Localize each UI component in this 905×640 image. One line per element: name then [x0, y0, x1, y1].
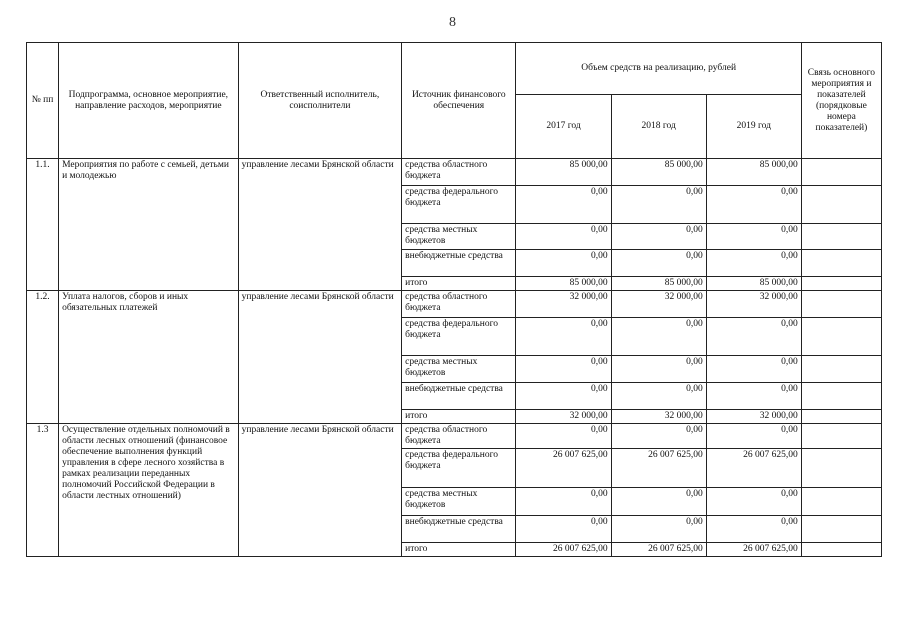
amount-2017: 0,00 [516, 488, 611, 516]
funding-source: средства областного бюджета [402, 291, 516, 318]
amount-2019: 0,00 [706, 224, 801, 250]
total-value-2019: 26 007 625,00 [706, 543, 801, 557]
header-volume: Объем средств на реализацию, рублей [516, 43, 801, 95]
amount-2018: 0,00 [611, 488, 706, 516]
funding-source: средства областного бюджета [402, 424, 516, 449]
indicator-link-cell [801, 318, 881, 356]
amount-2019: 0,00 [706, 383, 801, 410]
indicator-link-cell [801, 159, 881, 186]
amount-2019: 0,00 [706, 516, 801, 543]
indicator-link-cell [801, 291, 881, 318]
total-value-2017: 85 000,00 [516, 277, 611, 291]
amount-2019: 26 007 625,00 [706, 449, 801, 488]
funding-source: внебюджетные средства [402, 516, 516, 543]
amount-2018: 0,00 [611, 383, 706, 410]
amount-2019: 0,00 [706, 488, 801, 516]
amount-2018: 0,00 [611, 424, 706, 449]
indicator-link-cell [801, 277, 881, 291]
amount-2018: 0,00 [611, 516, 706, 543]
total-value-2019: 32 000,00 [706, 410, 801, 424]
amount-2017: 0,00 [516, 424, 611, 449]
amount-2017: 0,00 [516, 383, 611, 410]
amount-2017: 0,00 [516, 318, 611, 356]
amount-2019: 85 000,00 [706, 159, 801, 186]
funding-source: средства федерального бюджета [402, 186, 516, 224]
amount-2017: 0,00 [516, 186, 611, 224]
amount-2018: 32 000,00 [611, 291, 706, 318]
total-value-2017: 26 007 625,00 [516, 543, 611, 557]
amount-2017: 32 000,00 [516, 291, 611, 318]
amount-2019: 0,00 [706, 250, 801, 277]
header-name: Подпрограмма, основное мероприятие, направление расходов, мероприятие [59, 43, 239, 159]
indicator-link-cell [801, 383, 881, 410]
header-num: № пп [27, 43, 59, 159]
funding-source: внебюджетные средства [402, 383, 516, 410]
amount-2018: 26 007 625,00 [611, 449, 706, 488]
total-value-2019: 85 000,00 [706, 277, 801, 291]
amount-2018: 0,00 [611, 250, 706, 277]
amount-2017: 0,00 [516, 516, 611, 543]
amount-2019: 0,00 [706, 356, 801, 383]
table-row [27, 424, 882, 449]
header-link: Связь основного мероприятия и показателей (порядковые номера показателей) [801, 43, 881, 159]
item-name: Уплата налогов, сборов и иных обязательных платежей [59, 291, 239, 424]
item-name: Мероприятия по работе с семьей, детьми и молодежью [59, 159, 239, 291]
amount-2017: 85 000,00 [516, 159, 611, 186]
total-value-2017: 32 000,00 [516, 410, 611, 424]
item-number: 1.1. [27, 159, 59, 291]
table-body [27, 159, 882, 557]
indicator-link-cell [801, 449, 881, 488]
table-row [27, 291, 882, 318]
indicator-link-cell [801, 250, 881, 277]
amount-2017: 0,00 [516, 224, 611, 250]
item-number: 1.2. [27, 291, 59, 424]
header-year-2018: 2018 год [611, 95, 706, 159]
budget-table [26, 42, 882, 557]
total-label: итого [402, 277, 516, 291]
indicator-link-cell [801, 224, 881, 250]
total-label: итого [402, 543, 516, 557]
amount-2018: 85 000,00 [611, 159, 706, 186]
table-row [27, 159, 882, 186]
amount-2019: 0,00 [706, 424, 801, 449]
item-executor: управление лесами Брянской области [238, 424, 402, 557]
indicator-link-cell [801, 488, 881, 516]
funding-source: средства федерального бюджета [402, 449, 516, 488]
indicator-link-cell [801, 410, 881, 424]
amount-2019: 0,00 [706, 318, 801, 356]
funding-source: внебюджетные средства [402, 250, 516, 277]
item-executor: управление лесами Брянской области [238, 159, 402, 291]
funding-source: средства федерального бюджета [402, 318, 516, 356]
total-value-2018: 26 007 625,00 [611, 543, 706, 557]
amount-2018: 0,00 [611, 224, 706, 250]
header-source: Источник финансового обеспечения [402, 43, 516, 159]
amount-2017: 26 007 625,00 [516, 449, 611, 488]
indicator-link-cell [801, 186, 881, 224]
total-label: итого [402, 410, 516, 424]
amount-2018: 0,00 [611, 186, 706, 224]
amount-2017: 0,00 [516, 356, 611, 383]
total-value-2018: 85 000,00 [611, 277, 706, 291]
total-value-2018: 32 000,00 [611, 410, 706, 424]
amount-2018: 0,00 [611, 318, 706, 356]
indicator-link-cell [801, 424, 881, 449]
funding-source: средства местных бюджетов [402, 488, 516, 516]
indicator-link-cell [801, 516, 881, 543]
amount-2019: 32 000,00 [706, 291, 801, 318]
funding-source: средства областного бюджета [402, 159, 516, 186]
page-number: 8 [449, 15, 456, 30]
amount-2019: 0,00 [706, 186, 801, 224]
funding-source: средства местных бюджетов [402, 224, 516, 250]
header-executor: Ответственный исполнитель, соисполнители [238, 43, 402, 159]
funding-source: средства местных бюджетов [402, 356, 516, 383]
indicator-link-cell [801, 543, 881, 557]
indicator-link-cell [801, 356, 881, 383]
item-number: 1.3 [27, 424, 59, 557]
header-year-2019: 2019 год [706, 95, 801, 159]
item-executor: управление лесами Брянской области [238, 291, 402, 424]
amount-2017: 0,00 [516, 250, 611, 277]
header-year-2017: 2017 год [516, 95, 611, 159]
item-name: Осуществление отдельных полномочий в области лесных отношений (финансовое обеспечение выполнения функций управления в сфере лесного хозяйства в рамках реализации переданных полномочий Российской Федерации в области лестных отношений) [59, 424, 239, 557]
amount-2018: 0,00 [611, 356, 706, 383]
